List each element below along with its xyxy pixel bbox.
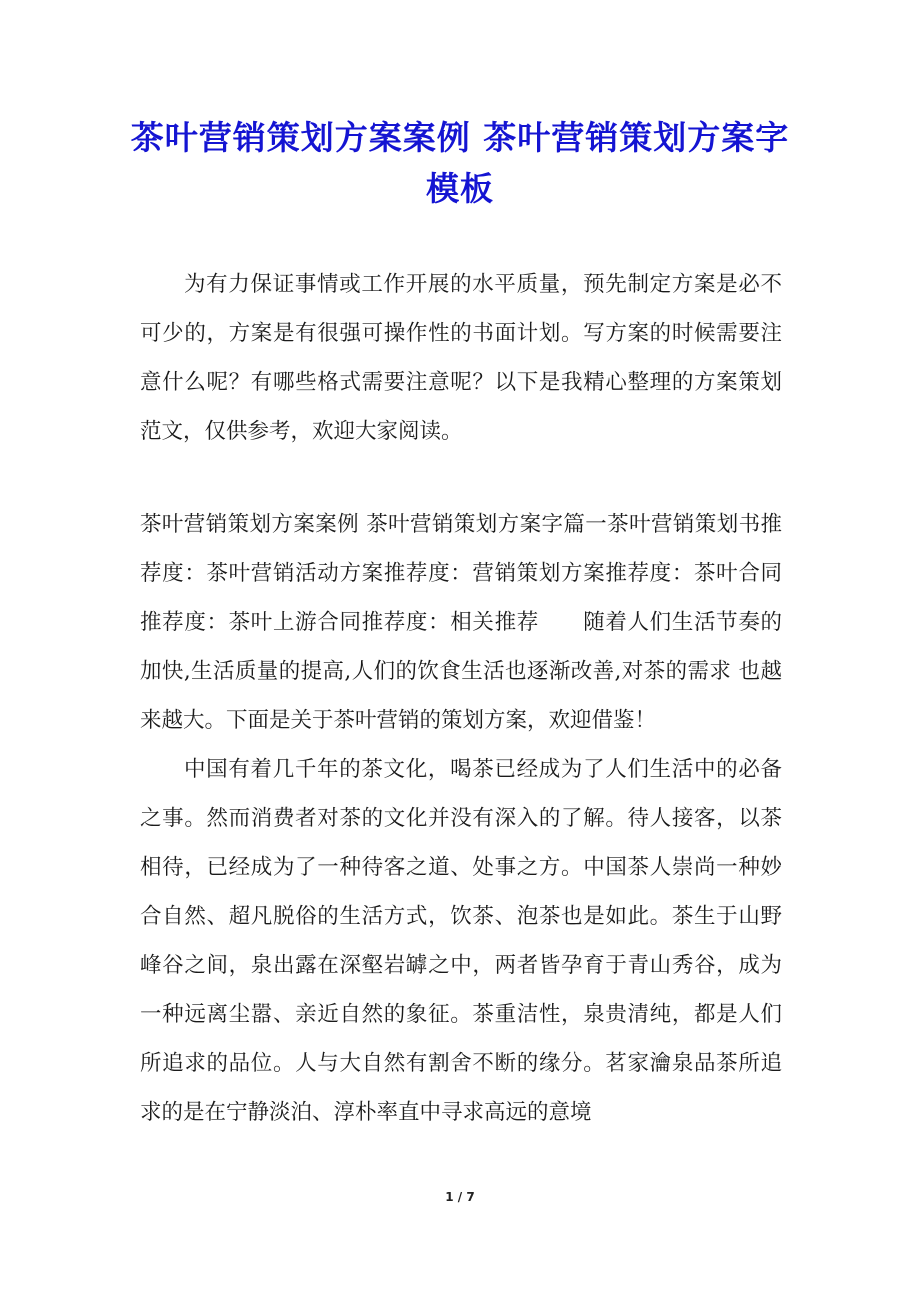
- document-title: 茶叶营销策划方案案例 茶叶营销策划方案字模板: [130, 118, 790, 208]
- body-content: [140, 500, 782, 1137]
- intro-paragraph: 为有力保证事情或工作开展的水平质量，预先制定方案是必不可少的，方案是有很强可操作性的书面计划。写方案的时候需要注意什么呢？有哪些格式需要注意呢？以下是我精心整理的方案策划范文，仅供参考，欢迎大家阅读。: [140, 272, 782, 444]
- page-number: 1 / 7: [445, 1190, 475, 1204]
- body-paragraph-2: 中国有着几千年的茶文化，喝茶已经成为了人们生活中的必备之事。然而消费者对茶的文化并没有深入的了解。待人接客，以茶相待，已经成为了一种待客之道、处事之方。中国茶人崇尚一种妙合自然、超凡脱俗的生活方式，饮茶、泡茶也是如此。茶生于山野峰谷之间，泉出露在深壑岩罅之中，两者皆孕育于青山秀谷，成为一种远离尘嚣、亲近自然的象征。茶重洁性，泉贵清纯，都是人们所追求的品位。人与大自然有割舍不断的缘分。茗家瀹泉品茶所追求的是在宁静淡泊、淳朴率直中寻求高远的意境: [140, 757, 782, 1125]
- body-paragraph-1: 茶叶营销策划方案案例 茶叶营销策划方案字篇一茶叶营销策划书推荐度：茶叶营销活动方案推荐度：营销策划方案推荐度：茶叶合同推荐度：茶叶上游合同推荐度：相关推荐 随着人们生活节奏的加快,生活质量的提高,人们的饮食生活也逐渐改善,对茶的需求 也越来越大。下面是关于茶叶营销的策划方案，欢迎借鉴！: [140, 512, 782, 733]
